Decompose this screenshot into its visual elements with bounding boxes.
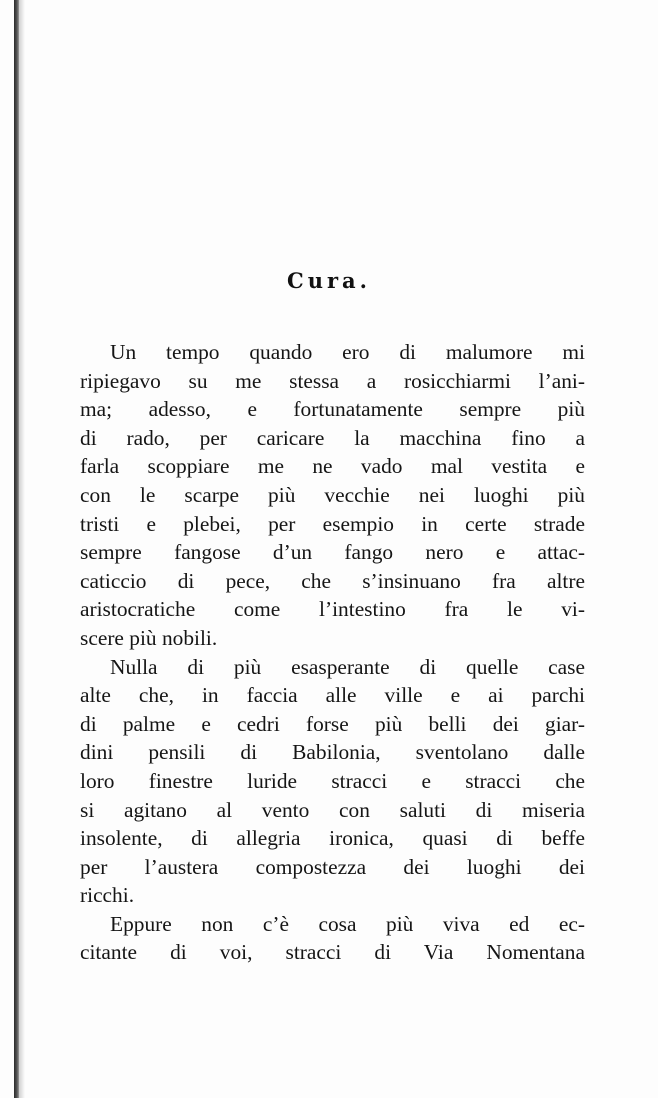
text-line: dini pensili di Babilonia, sventolano dalle <box>80 740 585 765</box>
text-line: ma; adesso, e fortunatamente sempre più <box>80 397 585 422</box>
text-line: si agitano al vento con saluti di miseria <box>80 797 585 822</box>
text-line: per l’austera compostezza dei luoghi dei <box>80 854 585 879</box>
text-line: con le scarpe più vecchie nei luoghi più <box>80 482 585 507</box>
text-line: Eppure non c’è cosa più viva ed ec- <box>110 911 585 936</box>
chapter-title: Cura. <box>287 268 371 293</box>
text-line: sempre fangose d’un fango nero e attac- <box>80 540 585 565</box>
text-line: alte che, in faccia alle ville e ai parchi <box>80 683 585 708</box>
text-line: Un tempo quando ero di malumore mi <box>110 340 585 364</box>
text-line: caticcio di pece, che s’insinuano fra altre <box>80 568 585 593</box>
text-line: Nulla di più esasperante di quelle case <box>110 654 585 679</box>
text-line: ricchi. <box>80 883 135 908</box>
text-line: tristi e plebei, per esempio in certe strade <box>80 511 585 536</box>
text-line: di palme e cedri forse più belli dei giar- <box>80 711 585 736</box>
binding-shadow <box>19 0 25 1098</box>
text-line: di rado, per caricare la macchina fino a <box>80 425 585 450</box>
text-line: ripiegavo su me stessa a rosicchiarmi l’ani- <box>80 368 585 393</box>
text-line: loro finestre luride stracci e stracci che <box>80 768 585 793</box>
text-line: insolente, di allegria ironica, quasi di beffe <box>80 826 585 851</box>
text-line: aristocratiche come l’intestino fra le vi- <box>80 597 585 622</box>
body-text <box>80 338 585 967</box>
text-line: farla scoppiare me ne vado mal vestita e <box>80 454 585 479</box>
text-line: scere più nobili. <box>80 625 218 650</box>
text-line: citante di voi, stracci di Via Nomentana <box>80 940 585 965</box>
